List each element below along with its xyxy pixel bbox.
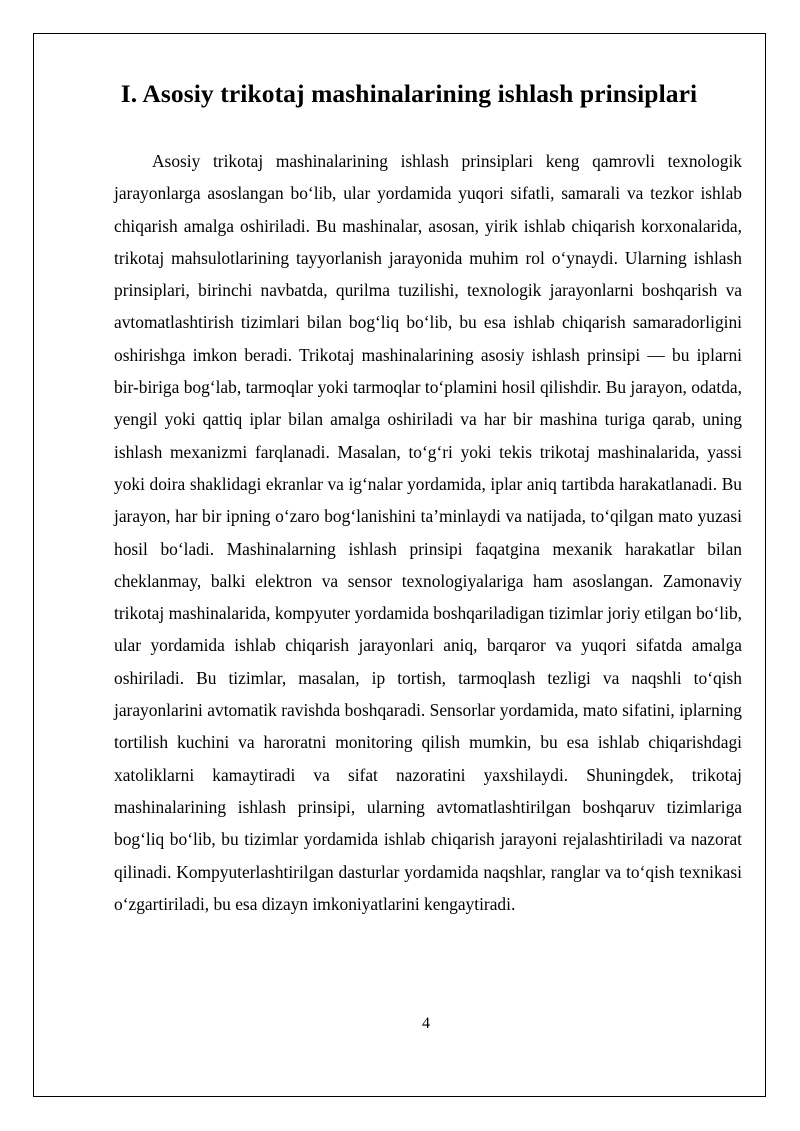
page-title: I. Asosiy trikotaj mashinalarining ishlash prinsiplari bbox=[120, 79, 698, 108]
page-number: 4 bbox=[422, 1015, 430, 1032]
body-paragraph: Asosiy trikotaj mashinalarining ishlash prinsiplari keng qamrovli texnologik jarayonlarga asoslangan bo‘lib, ular yordamida yuqori sifatli, samarali va tezkor ishlab chiqarish amalga oshiriladi. Bu mashinalar, asosan, yirik ishlab chiqarish korxonalarida, trikotaj mahsulotlarining tayyorlanish jarayonida muhim rol o‘ynaydi. Ularning ishlash prinsiplari, birinchi navbatda, qurilma tuzilishi, texnologik jarayonlarni boshqarish va avtomatlashtirish tizimlari bilan bog‘liq bo‘lib, bu esa ishlab chiqarish samaradorligini oshirishga imkon beradi. Trikotaj mashinalarining asosiy ishlash prinsipi — bu iplarni bir-biriga bog‘lab, tarmoqlar yoki tarmoqlar to‘plamini hosil qilishdir. Bu jarayon, odatda, yengil yoki qattiq iplar bilan amalga oshiriladi va har bir mashina turiga qarab, uning ishlash mexanizmi farqlanadi. Masalan, to‘g‘ri yoki tekis trikotaj mashinalarida, yassi yoki doira shaklidagi ekranlar va ig‘nalar yordamida, iplar aniq tartibda harakatlanadi. Bu jarayon, har bir ipning o‘zaro bog‘lanishini ta’minlaydi va natijada, to‘qilgan mato yuzasi hosil bo‘ladi. Mashinalarning ishlash prinsipi faqatgina mexanik harakatlar bilan cheklanmay, balki elektron va sensor texnologiyalariga ham asoslangan. Zamonaviy trikotaj mashinalarida, kompyuter yordamida boshqariladigan tizimlar joriy etilgan bo‘lib, ular yordamida ishlab chiqarish jarayonlari aniq, barqaror va yuqori sifatda amalga oshiriladi. Bu tizimlar, masalan, ip tortish, tarmoqlash tezligi va naqshli to‘qish jarayonlarini avtomatik ravishda boshqaradi. Sensorlar yordamida, mato sifatini, iplarning tortilish kuchini va haroratni monitoring qilish mumkin, bu esa ishlab chiqarishdagi xatoliklarni kamaytiradi va sifat nazoratini yaxshilaydi. Shuningdek, trikotaj mashinalarining ishlash prinsipi, ularning avtomatlashtirilgan boshqaruv tizimlariga bog‘liq bo‘lib, bu tizimlar yordamida ishlab chiqarish jarayoni rejalashtiriladi va nazorat qilinadi. Kompyuterlashtirilgan dasturlar yordamida naqshlar, ranglar va to‘qish texnikasi o‘zgartiriladi, bu esa dizayn imkoniyatlarini kengaytiradi. bbox=[114, 151, 742, 914]
